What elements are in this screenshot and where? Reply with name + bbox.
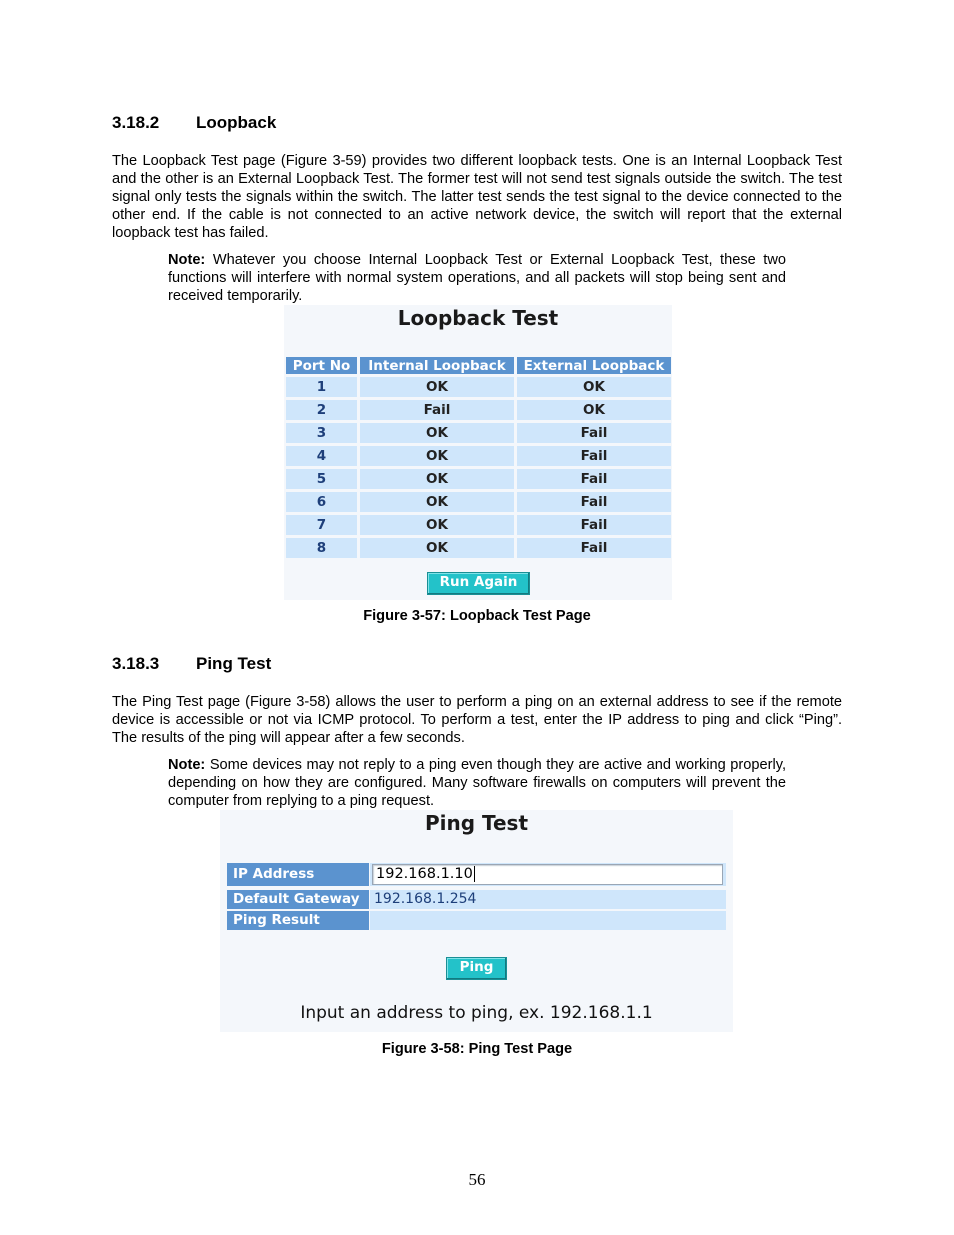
table-row <box>286 400 671 420</box>
table-row <box>286 538 671 558</box>
page-number: 56 <box>468 1170 486 1189</box>
loopback-table-body <box>286 377 671 558</box>
table-row <box>286 446 671 466</box>
port-number-cell: 3 <box>286 423 357 443</box>
ping-note <box>168 756 786 810</box>
port-number-cell: 2 <box>286 400 357 420</box>
note-text: Whatever you choose Internal Loopback Test or External Loopback Test, these two functions will interfere with normal system operations, and all packets will stop being sent and received temporarily. <box>168 252 786 304</box>
table-row <box>286 492 671 512</box>
column-header-internal: Internal Loopback <box>360 357 514 374</box>
ping-title: Ping Test <box>424 811 529 835</box>
table-row <box>286 515 671 535</box>
internal-loopback-cell: OK <box>360 469 514 489</box>
internal-loopback-cell: OK <box>360 515 514 535</box>
ip-address-input[interactable] <box>372 864 723 885</box>
internal-loopback-cell: OK <box>360 377 514 397</box>
default-gateway-value: 192.168.1.254 <box>370 890 726 909</box>
note-label: Note: <box>168 757 206 773</box>
port-number-cell: 6 <box>286 492 357 512</box>
column-header-port: Port No <box>286 357 357 374</box>
port-number-cell: 1 <box>286 377 357 397</box>
table-row <box>286 469 671 489</box>
column-header-external: External Loopback <box>517 357 671 374</box>
internal-loopback-cell: OK <box>360 538 514 558</box>
note-label: Note: <box>168 252 206 268</box>
external-loopback-cell: OK <box>517 400 671 420</box>
run-again-button[interactable]: Run Again <box>427 572 530 595</box>
text-cursor <box>474 866 475 882</box>
port-number-cell: 5 <box>286 469 357 489</box>
section-title: Loopback <box>196 113 277 132</box>
loopback-figure-caption: Figure 3-57: Loopback Test Page <box>363 608 591 624</box>
internal-loopback-cell: OK <box>360 423 514 443</box>
section-heading-ping <box>112 654 271 674</box>
external-loopback-cell: Fail <box>517 515 671 535</box>
section-title: Ping Test <box>196 654 272 673</box>
section-number: 3.18.2 <box>112 113 160 132</box>
internal-loopback-cell: OK <box>360 446 514 466</box>
note-text: Some devices may not reply to a ping even though they are active and working properly, depending on how they are configured. Many software firewalls on computers will prevent the computer from replying to a ping request. <box>168 757 786 809</box>
external-loopback-cell: Fail <box>517 492 671 512</box>
table-row <box>286 423 671 443</box>
ping-button[interactable]: Ping <box>446 957 507 980</box>
section-heading-loopback <box>112 113 276 133</box>
ip-address-label: IP Address <box>227 863 369 886</box>
table-row <box>286 377 671 397</box>
loopback-title: Loopback Test <box>397 306 559 330</box>
port-number-cell: 8 <box>286 538 357 558</box>
ping-figure-caption: Figure 3-58: Ping Test Page <box>381 1041 573 1057</box>
external-loopback-cell: Fail <box>517 469 671 489</box>
ip-address-value: 192.168.1.10 <box>376 866 473 882</box>
port-number-cell: 4 <box>286 446 357 466</box>
ping-hint-text: Input an address to ping, ex. 192.168.1.1 <box>300 1003 653 1023</box>
ping-result-label: Ping Result <box>227 911 369 930</box>
default-gateway-label: Default Gateway <box>227 890 369 909</box>
port-number-cell: 7 <box>286 515 357 535</box>
external-loopback-cell: Fail <box>517 446 671 466</box>
loopback-description: The Loopback Test page (Figure 3-59) provides two different loopback tests. One is an Internal Loopback Test and the other is an External Loopback Test. The former test will not send test signals outside the switch. The test signal only tests the signals within the switch. The latter test sends the test signal to the device connected to the other end. If the cable is not connected to an active network device, the switch will report that the external loopback test has failed. <box>112 153 842 241</box>
loopback-table-wrap <box>283 354 674 561</box>
ping-result-value <box>370 911 726 930</box>
external-loopback-cell: OK <box>517 377 671 397</box>
external-loopback-cell: Fail <box>517 538 671 558</box>
loopback-table <box>283 354 674 561</box>
table-header-row <box>286 357 671 374</box>
ip-address-cell <box>370 863 726 886</box>
external-loopback-cell: Fail <box>517 423 671 443</box>
loopback-note <box>168 251 786 305</box>
internal-loopback-cell: Fail <box>360 400 514 420</box>
section-number: 3.18.3 <box>112 654 160 673</box>
internal-loopback-cell: OK <box>360 492 514 512</box>
ping-description: The Ping Test page (Figure 3-58) allows the user to perform a ping on an external address to see if the remote device is accessible or not via ICMP protocol. To perform a test, enter the IP address to ping and click “Ping”. The results of the ping will appear after a few seconds. <box>112 694 842 746</box>
